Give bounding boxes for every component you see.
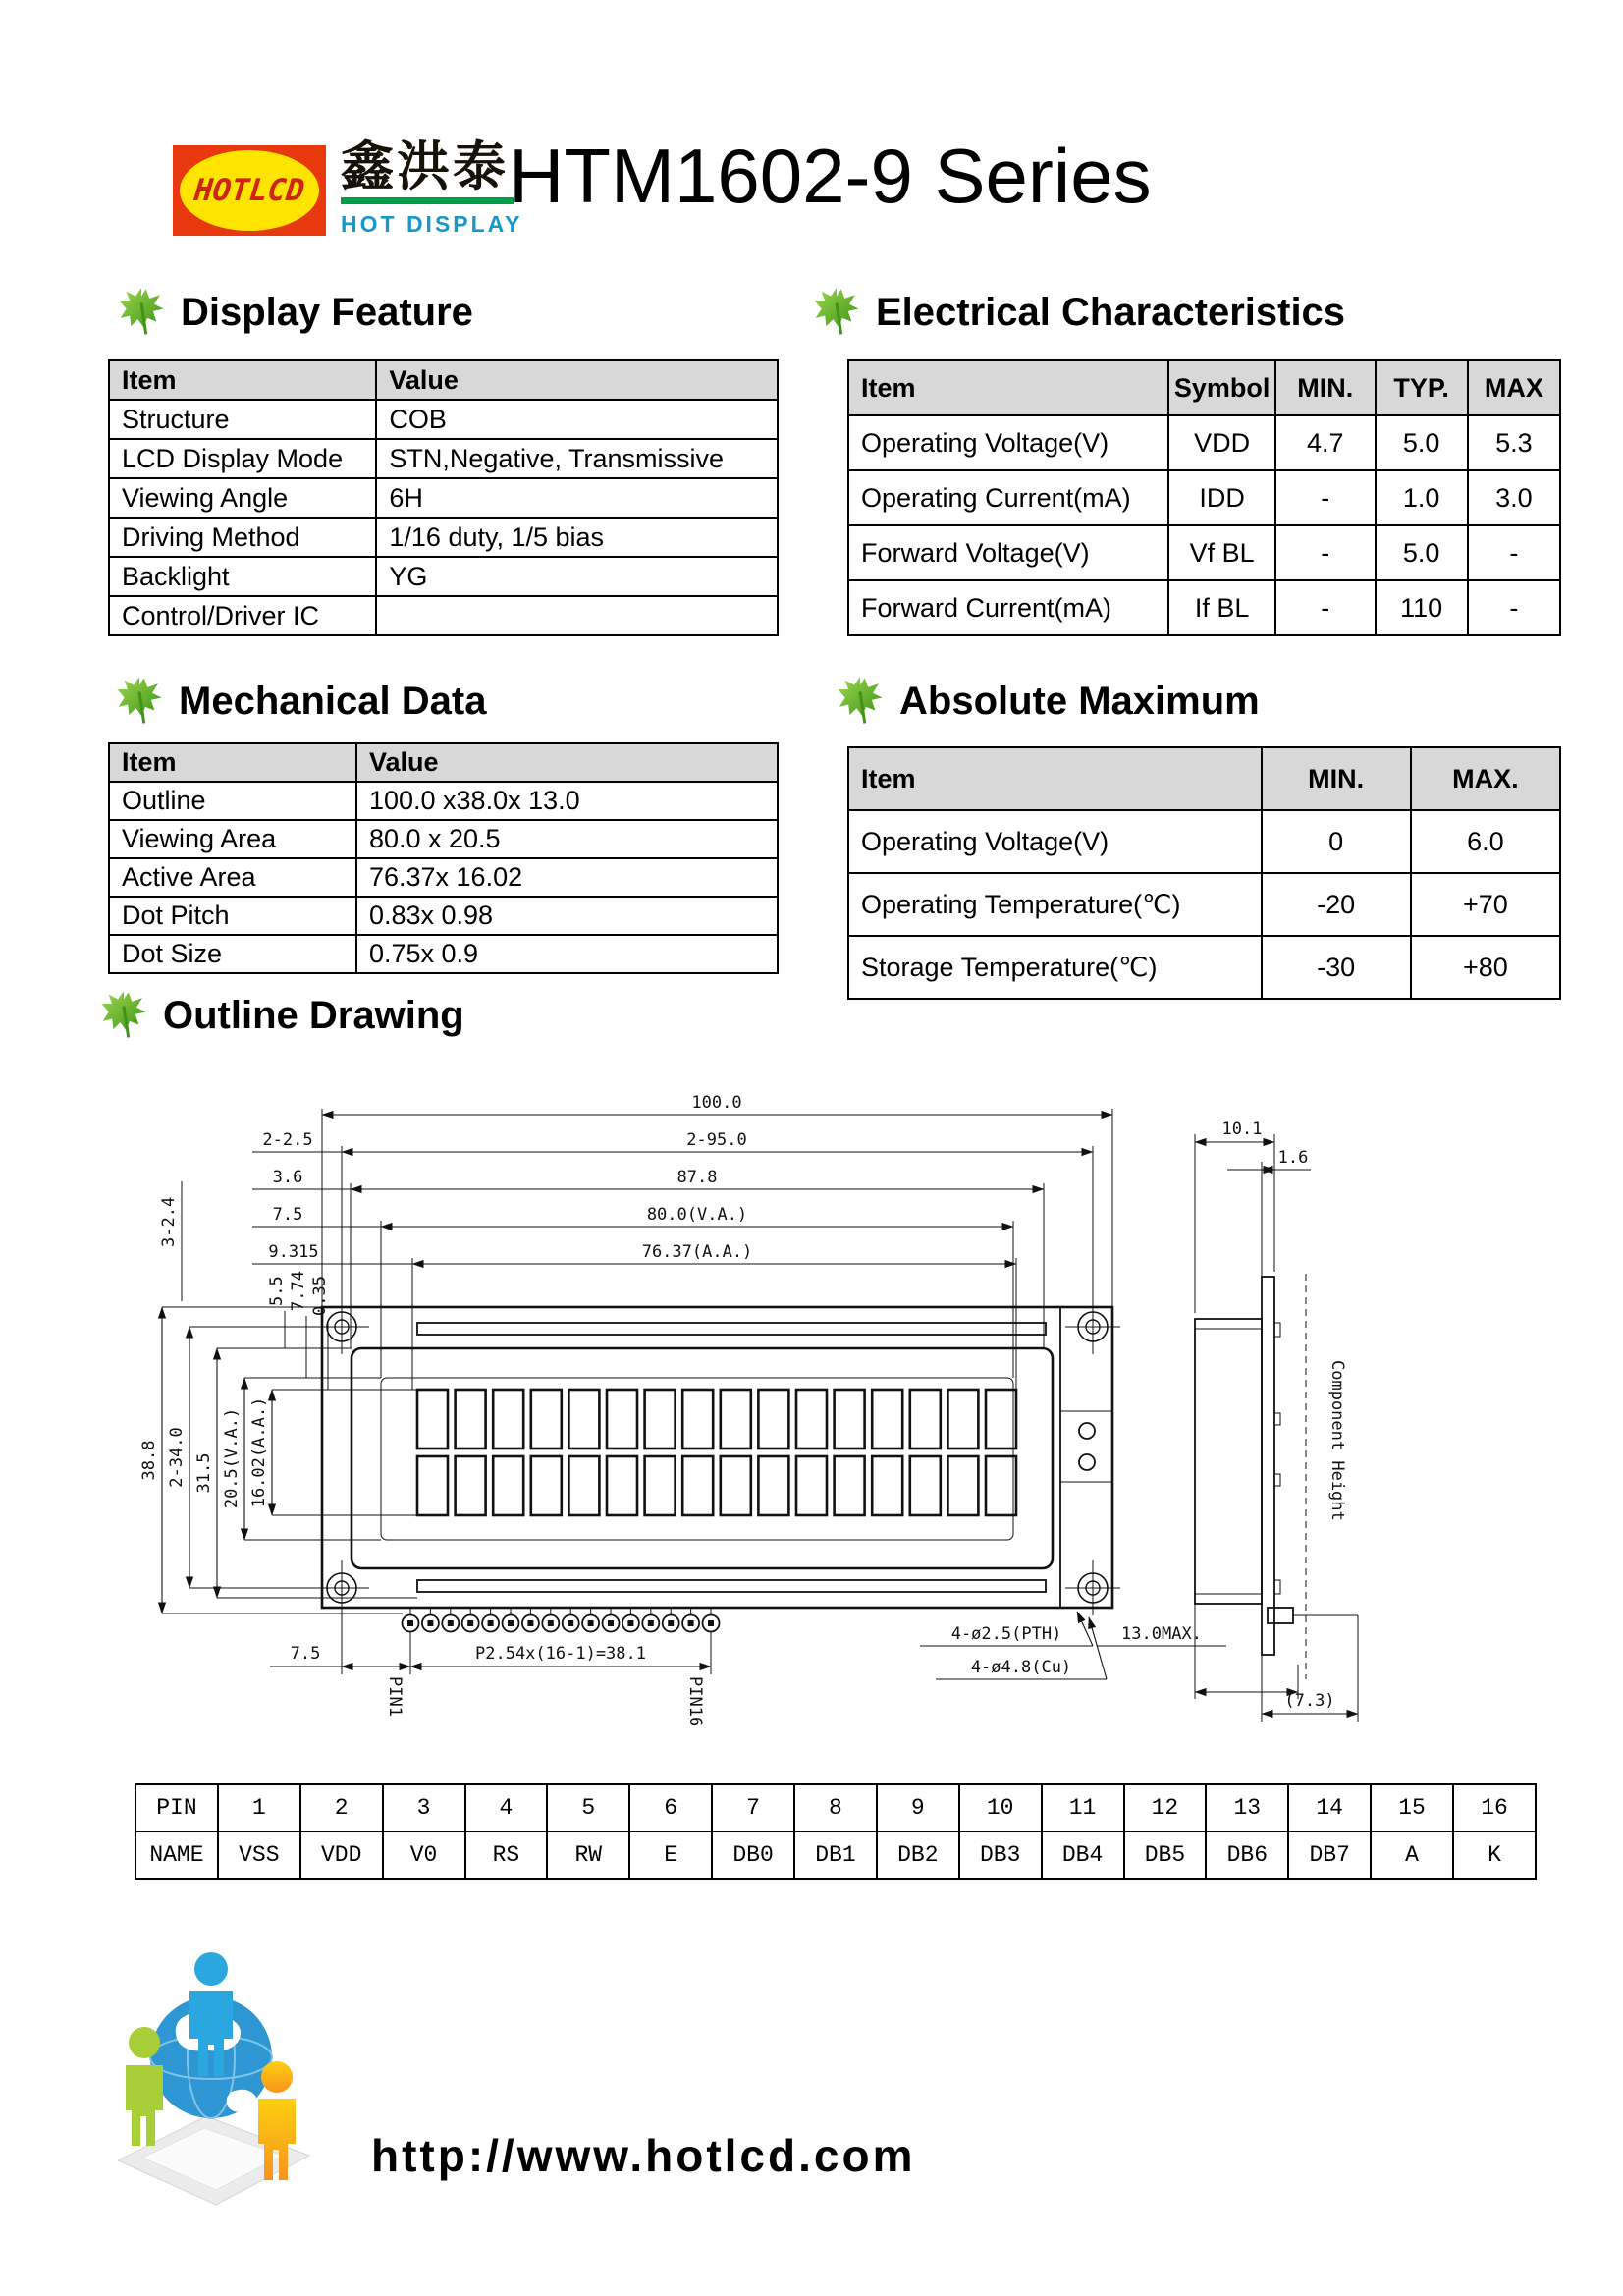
table-cell: 9 [877,1784,959,1831]
column-header: Item [109,360,376,400]
table-cell: 5.0 [1376,525,1468,580]
dim-label: 2-95.0 [686,1130,747,1150]
table-cell: Structure [109,400,376,439]
column-header: Item [848,360,1168,415]
table-cell: DB7 [1288,1831,1371,1879]
pin16-label: PIN16 [685,1676,705,1727]
dim-label: 16.02(A.A.) [249,1396,269,1508]
dim-label: 7.5 [272,1205,303,1225]
table-row [109,596,778,635]
column-header: TYP. [1376,360,1468,415]
table-cell: Operating Voltage(V) [848,415,1168,470]
lcd-front-view [314,1299,1120,1632]
table-cell: DB3 [959,1831,1042,1879]
column-header: MAX [1468,360,1560,415]
table-row [848,415,1560,470]
table-row [848,936,1560,999]
table-cell: - [1275,525,1376,580]
table-cell: 5.3 [1468,415,1560,470]
column-header: Item [848,747,1262,810]
logo-chinese-name: 鑫洪泰 [341,137,509,196]
table-cell: -20 [1262,873,1411,936]
table-cell: DB1 [794,1831,877,1879]
table-cell: LCD Display Mode [109,439,376,478]
table-cell: 7 [712,1784,794,1831]
table-row [109,858,778,897]
section-display-feature [118,287,473,338]
table-cell: COB [376,400,778,439]
table-row [848,525,1560,580]
table-row [848,873,1560,936]
mechanical-data-table [108,742,779,974]
dim-label: 87.8 [676,1168,718,1187]
hole-spec-label: 4-ø2.5(PTH) [950,1624,1062,1644]
table-cell: Driving Method [109,518,376,557]
table-cell: E [629,1831,712,1879]
table-cell: 76.37x 16.02 [356,858,778,897]
table-cell: Dot Pitch [109,897,356,935]
leaf-icon [100,990,147,1041]
table-cell: 1.0 [1376,470,1468,525]
table-cell: 3 [383,1784,465,1831]
table-cell: 15 [1371,1784,1453,1831]
table-cell: K [1453,1831,1536,1879]
table-cell: A [1371,1831,1453,1879]
table-cell: Dot Size [109,935,356,973]
character-grid [417,1390,1016,1515]
header-row [848,360,1560,415]
table-row [135,1831,1536,1879]
absolute-maximum-table [847,746,1561,1000]
section-mechanical [116,676,486,727]
table-cell: 110 [1376,580,1468,635]
table-cell: Viewing Angle [109,478,376,518]
table-cell: Storage Temperature(℃) [848,936,1262,999]
table-row [109,897,778,935]
dim-label: 3.6 [272,1168,303,1187]
table-cell: PIN [135,1784,218,1831]
dim-label: 1.6 [1277,1148,1309,1168]
table-row [109,557,778,596]
dim-label: 0.35 [310,1276,330,1316]
table-cell: 10 [959,1784,1042,1831]
section-title: Outline Drawing [163,993,464,1037]
section-title: Absolute Maximum [899,679,1260,723]
table-cell: 11 [1042,1784,1124,1831]
dim-label: 3-2.4 [159,1196,179,1247]
pin1-label: PIN1 [385,1676,405,1717]
table-cell: STN,Negative, Transmissive [376,439,778,478]
table-cell: 4.7 [1275,415,1376,470]
table-cell: VDD [300,1831,383,1879]
dim-label: 20.5(V.A.) [222,1407,242,1509]
header-row [848,747,1560,810]
table-cell: - [1468,525,1560,580]
header-row [109,743,778,782]
dim-label: 13.0MAX. [1121,1624,1202,1644]
side-glass [1195,1319,1262,1604]
table-cell: V0 [383,1831,465,1879]
table-cell: Control/Driver IC [109,596,376,635]
table-cell: RS [465,1831,548,1879]
dim-label: 2-2.5 [262,1130,313,1150]
dim-label: 5.5 [267,1276,287,1306]
table-cell: Outline [109,782,356,820]
column-header: MIN. [1262,747,1411,810]
table-row [848,580,1560,635]
outline-drawing [123,1066,1623,1777]
table-cell: 5.0 [1376,415,1468,470]
table-cell: Backlight [109,557,376,596]
page-title: HTM1602-9 Series [509,133,1152,219]
table-row [109,518,778,557]
table-cell: 1/16 duty, 1/5 bias [376,518,778,557]
table-cell: Vf BL [1168,525,1275,580]
table-cell: Operating Voltage(V) [848,810,1262,873]
table-cell: 3.0 [1468,470,1560,525]
backlight-hole [1079,1454,1095,1470]
section-absolute-maximum [837,676,1260,727]
table-cell: Operating Current(mA) [848,470,1168,525]
dim-label: (7.3) [1284,1691,1335,1711]
component-height-label: Component Height [1327,1360,1347,1521]
table-cell: - [1275,580,1376,635]
pin-pads [403,1608,720,1632]
dim-label: 10.1 [1221,1120,1263,1139]
table-cell: RW [547,1831,629,1879]
table-cell: - [1275,470,1376,525]
display-feature-table [108,359,779,636]
section-title: Mechanical Data [179,679,487,723]
pin-assignment-table [135,1783,1537,1880]
section-outline-drawing [100,990,464,1041]
table-cell: 1 [218,1784,300,1831]
table-cell: - [1468,580,1560,635]
table-row [848,810,1560,873]
dim-label: 7.5 [290,1644,321,1664]
section-electrical [813,287,1345,338]
dim-label: 38.8 [139,1440,159,1481]
table-cell: DB2 [877,1831,959,1879]
table-cell: 8 [794,1784,877,1831]
table-cell: 14 [1288,1784,1371,1831]
side-pcb [1262,1277,1274,1655]
table-row [109,478,778,518]
table-row [109,782,778,820]
table-row [109,400,778,439]
table-row [109,820,778,858]
table-cell: 13 [1206,1784,1288,1831]
section-title: Display Feature [181,290,473,334]
table-cell: Forward Current(mA) [848,580,1168,635]
dim-label: 76.37(A.A.) [641,1242,753,1262]
table-cell: DB6 [1206,1831,1288,1879]
table-cell: 2 [300,1784,383,1831]
table-cell: 100.0 x38.0x 13.0 [356,782,778,820]
electrical-characteristics-table [847,359,1561,636]
logo-oval [180,150,319,231]
right-strip [1060,1307,1112,1608]
table-cell: 6.0 [1411,810,1560,873]
table-cell: 4 [465,1784,548,1831]
company-logo [173,145,326,236]
bezel-bottom-tab [417,1580,1046,1592]
table-cell: NAME [135,1831,218,1879]
leaf-icon [837,676,884,727]
header-row [109,360,778,400]
table-cell: IDD [1168,470,1275,525]
column-header: Item [109,743,356,782]
table-cell: Viewing Area [109,820,356,858]
side-backlight-lead [1268,1608,1293,1623]
table-cell: Active Area [109,858,356,897]
dim-label: 100.0 [691,1093,742,1113]
backlight-hole [1079,1423,1095,1439]
table-cell: VSS [218,1831,300,1879]
table-row [848,470,1560,525]
dim-label: P2.54x(16-1)=38.1 [475,1644,646,1664]
table-cell: 6 [629,1784,712,1831]
leaf-icon [813,287,860,338]
logo-subtitle: HOT DISPLAY [341,211,523,237]
table-cell: If BL [1168,580,1275,635]
table-cell: DB0 [712,1831,794,1879]
dim-label: 31.5 [194,1452,214,1494]
table-cell: 12 [1124,1784,1207,1831]
website-url: http://www.hotlcd.com [371,2130,916,2181]
column-header: Value [376,360,778,400]
table-cell: DB4 [1042,1831,1124,1879]
table-cell: 0 [1262,810,1411,873]
leaf-icon [116,676,163,727]
table-cell: 16 [1453,1784,1536,1831]
table-row [109,935,778,973]
table-cell: +70 [1411,873,1560,936]
dim-label: 80.0(V.A.) [646,1205,748,1225]
table-cell: Forward Voltage(V) [848,525,1168,580]
column-header: MAX. [1411,747,1560,810]
leaf-icon [118,287,165,338]
dim-label: 2-34.0 [167,1427,187,1488]
table-cell: Operating Temperature(℃) [848,873,1262,936]
logo-text: HOTLCD [192,173,306,208]
table-row [109,439,778,478]
bezel-top-tab [417,1323,1046,1335]
table-cell: +80 [1411,936,1560,999]
person-green [126,2027,163,2146]
section-title: Electrical Characteristics [876,290,1346,334]
logo-green-bar [341,197,514,204]
dim-label: 7.74 [289,1271,308,1311]
column-header: Symbol [1168,360,1275,415]
column-header: Value [356,743,778,782]
table-row [135,1784,1536,1831]
table-cell: 80.0 x 20.5 [356,820,778,858]
table-cell: 0.83x 0.98 [356,897,778,935]
dimension-labels [139,1093,1347,1726]
footer-globe-logo [88,1910,334,2214]
table-cell: -30 [1262,936,1411,999]
hole-spec-label: 4-ø4.8(Cu) [970,1658,1072,1677]
column-header: MIN. [1275,360,1376,415]
table-cell: DB5 [1124,1831,1207,1879]
table-cell: YG [376,557,778,596]
table-cell: 5 [547,1784,629,1831]
table-cell: 6H [376,478,778,518]
dim-label: 9.315 [268,1242,319,1262]
table-cell: 0.75x 0.9 [356,935,778,973]
table-cell [376,596,778,635]
table-cell: VDD [1168,415,1275,470]
